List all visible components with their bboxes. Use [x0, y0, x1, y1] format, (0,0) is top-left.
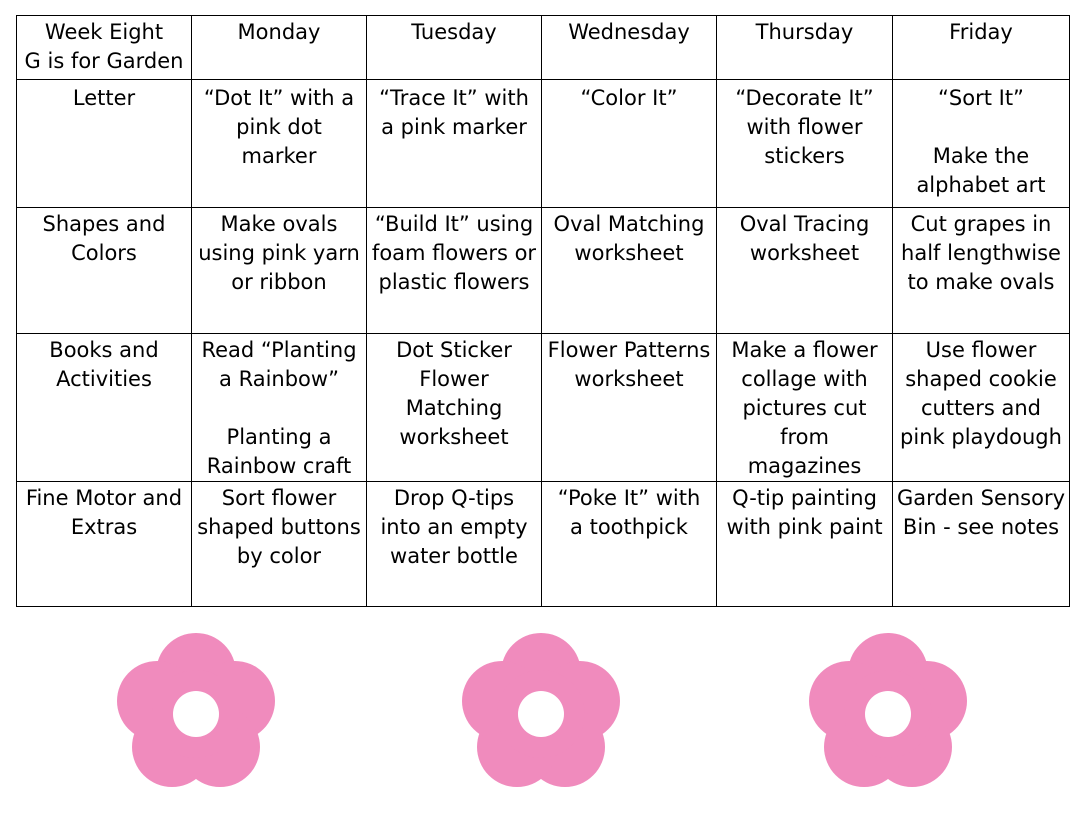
activity-cell: Oval Matching worksheet — [542, 208, 717, 334]
activity-cell: Oval Tracing worksheet — [717, 208, 893, 334]
row-label-fine-motor-and-extras: Fine Motor and Extras — [17, 482, 192, 607]
flower-icon — [108, 626, 284, 802]
day-header-tuesday: Tuesday — [367, 16, 542, 80]
activity-cell: “Sort It” Make the alphabet art — [893, 80, 1070, 208]
activity-cell: “Dot It” with a pink dot marker — [192, 80, 367, 208]
activity-cell: “Color It” — [542, 80, 717, 208]
activity-cell: Make ovals using pink yarn or ribbon — [192, 208, 367, 334]
activity-cell: Drop Q-tips into an empty water bottle — [367, 482, 542, 607]
activity-cell: “Trace It” with a pink marker — [367, 80, 542, 208]
activity-cell: “Decorate It” with flower stickers — [717, 80, 893, 208]
activity-cell: “Poke It” with a toothpick — [542, 482, 717, 607]
activity-cell: Flower Patterns worksheet — [542, 334, 717, 482]
header-row — [17, 16, 1070, 80]
table-row-fine-motor-and-extras — [17, 482, 1070, 607]
flower-icon — [800, 626, 976, 802]
activity-cell: Q-tip painting with pink paint — [717, 482, 893, 607]
activity-cell: Garden Sensory Bin - see notes — [893, 482, 1070, 607]
flower-decorations — [0, 626, 1080, 806]
activity-cell: Read “Planting a Rainbow” Planting a Rainbow craft — [192, 334, 367, 482]
activity-cell: Cut grapes in half lengthwise to make ovals — [893, 208, 1070, 334]
day-header-friday: Friday — [893, 16, 1070, 80]
flower-icon — [453, 626, 629, 802]
row-label-books-and-activities: Books and Activities — [17, 334, 192, 482]
day-header-monday: Monday — [192, 16, 367, 80]
activity-cell: Make a flower collage with pictures cut from magazines — [717, 334, 893, 482]
table-row-books-and-activities — [17, 334, 1070, 482]
activity-cell: Use flower shaped cookie cutters and pink playdough — [893, 334, 1070, 482]
activity-cell: Sort flower shaped buttons by color — [192, 482, 367, 607]
table-row-letter — [17, 80, 1070, 208]
week-title-cell: Week Eight G is for Garden — [17, 16, 192, 80]
activity-cell: “Build It” using foam flowers or plastic flowers — [367, 208, 542, 334]
row-label-shapes-and-colors: Shapes and Colors — [17, 208, 192, 334]
row-label-letter: Letter — [17, 80, 192, 208]
day-header-thursday: Thursday — [717, 16, 893, 80]
activity-cell: Dot Sticker Flower Matching worksheet — [367, 334, 542, 482]
table-row-shapes-and-colors — [17, 208, 1070, 334]
day-header-wednesday: Wednesday — [542, 16, 717, 80]
weekly-planner-table — [16, 15, 1070, 607]
